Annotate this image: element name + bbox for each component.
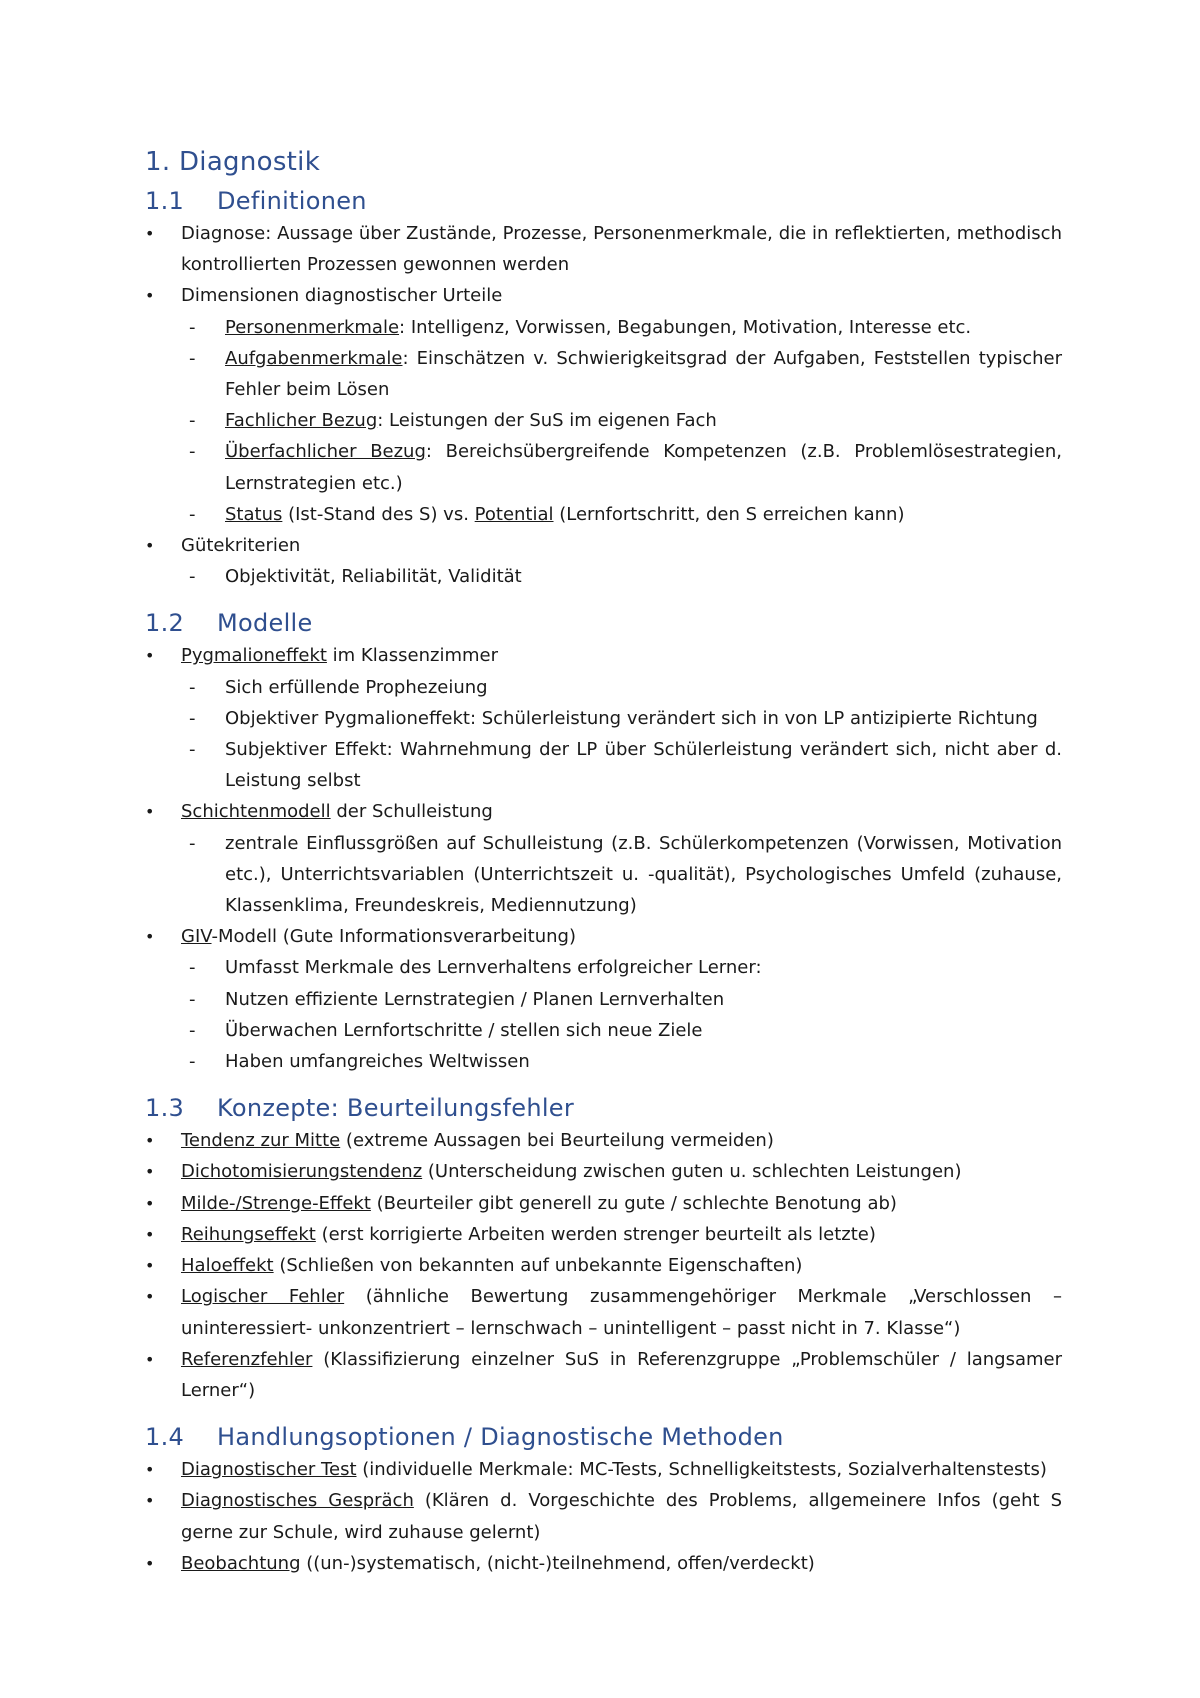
- sub-item: [181, 1015, 1062, 1046]
- term: Aufgabenmerkmale: [225, 347, 403, 369]
- item-text: : Bereichsübergreifende Kompetenzen (z.B. Problemlösestrategien, Lernstrategien etc.): [225, 441, 1062, 494]
- list-item: [145, 1454, 1062, 1485]
- item-text: Objektivität, Reliabilität, Validität: [225, 566, 522, 588]
- term: Schichtenmodell: [181, 801, 331, 823]
- term: Diagnostischer Test: [181, 1459, 357, 1481]
- dash-icon: -: [189, 1051, 196, 1073]
- section-number: 1.3: [145, 1094, 185, 1123]
- bullet-list: [145, 1454, 1062, 1579]
- section-title: Modelle: [217, 609, 313, 638]
- list-item: [145, 1125, 1062, 1156]
- section-modelle: [145, 606, 1062, 1077]
- bullet-icon: •: [145, 1224, 155, 1244]
- item-text: (erst korrigierte Arbeiten werden strenger beurteilt als letzte): [315, 1223, 876, 1245]
- dash-icon: -: [189, 566, 196, 588]
- term: Logischer Fehler: [181, 1286, 345, 1308]
- term: Personenmerkmale: [225, 316, 400, 338]
- bullet-icon: •: [145, 927, 155, 947]
- section-handlungsoptionen: [145, 1420, 1062, 1579]
- item-text: ((un-)systematisch, (nicht-)teilnehmend, offen/verdeckt): [300, 1552, 815, 1574]
- term: Pygmalioneffekt: [181, 645, 327, 667]
- bullet-icon: •: [145, 1162, 155, 1182]
- dash-icon: -: [189, 347, 196, 369]
- sub-item: [181, 343, 1062, 405]
- term: Überfachlicher Bezug: [225, 441, 426, 463]
- sub-item: [181, 1046, 1062, 1077]
- bullet-list: [145, 640, 1062, 1077]
- item-text: (Beurteiler gibt generell zu gute / schlechte Benotung ab): [370, 1192, 897, 1214]
- term: Dichotomisierungstendenz: [181, 1161, 423, 1183]
- term: Referenzfehler: [181, 1348, 313, 1370]
- list-item: [145, 280, 1062, 530]
- bullet-icon: •: [145, 286, 155, 306]
- item-text: Überwachen Lernfortschritte / stellen sich neue Ziele: [225, 1019, 703, 1041]
- item-text: (Unterscheidung zwischen guten u. schlechten Leistungen): [422, 1161, 962, 1183]
- list-item: [145, 1188, 1062, 1219]
- item-text: : Einschätzen v. Schwierigkeitsgrad der Aufgaben, Feststellen typischer Fehler beim Lösen: [225, 347, 1062, 401]
- list-item: [145, 1156, 1062, 1187]
- dash-icon: -: [189, 503, 196, 525]
- term: GIV: [181, 926, 212, 948]
- section-definitionen: [145, 184, 1062, 592]
- item-text: Nutzen effiziente Lernstrategien / Planen Lernverhalten: [225, 988, 725, 1010]
- item-text: (extreme Aussagen bei Beurteilung vermeiden): [340, 1130, 774, 1152]
- dash-icon: -: [189, 1019, 196, 1041]
- item-text: (individuelle Merkmale: MC-Tests, Schnelligkeitstests, Sozialverhaltenstests): [356, 1459, 1047, 1481]
- dash-icon: -: [189, 707, 196, 729]
- list-item: [145, 1250, 1062, 1281]
- sub-list: [181, 828, 1062, 922]
- section-number: 1.4: [145, 1423, 185, 1452]
- term: Haloeffekt: [181, 1255, 274, 1277]
- term: Fachlicher Bezug: [225, 410, 378, 432]
- bullet-icon: •: [145, 646, 155, 666]
- section-title: Definitionen: [217, 187, 367, 215]
- term: Potential: [474, 503, 554, 525]
- section-title: Konzepte: Beurteilungsfehler: [217, 1094, 575, 1123]
- item-text: (Ist-Stand des S) vs.: [282, 503, 475, 525]
- section-heading: [145, 184, 1062, 218]
- list-item: [145, 1281, 1062, 1343]
- item-text: Subjektiver Effekt: Wahrnehmung der LP über Schülerleistung verändert sich, nicht aber d. Leistung selbst: [225, 739, 1062, 792]
- bullet-icon: •: [145, 802, 155, 822]
- bullet-icon: •: [145, 1349, 155, 1369]
- sub-list: [181, 672, 1062, 797]
- item-text: der Schulleistung: [330, 801, 493, 823]
- bullet-icon: •: [145, 1193, 155, 1213]
- bullet-icon: •: [145, 1491, 155, 1511]
- item-text: (Klären d. Vorgeschichte des Problems, allgemeinere Infos (geht S gerne zur Schule, wird zuhause gelernt): [181, 1490, 1062, 1543]
- dash-icon: -: [189, 441, 196, 463]
- dash-icon: -: [189, 739, 196, 761]
- bullet-icon: •: [145, 224, 155, 243]
- item-text: Objektiver Pygmalioneffekt: Schülerleistung verändert sich in von LP antizipierte Richtung: [225, 707, 1038, 729]
- term: Diagnostisches Gespräch: [181, 1490, 414, 1512]
- item-text: -Modell (Gute Informationsverarbeitung): [211, 926, 576, 948]
- item-text: zentrale Einflussgrößen auf Schulleistung (z.B. Schülerkompetenzen (Vorwissen, Motivation etc.), Unterrichtsvariablen (Unterrichtszeit u. -qualität), Psychologisches Umfeld (zuhause, Klassenklima, Freundeskreis, Mediennutzung): [225, 832, 1062, 917]
- term: Tendenz zur Mitte: [181, 1130, 341, 1152]
- item-text: im Klassenzimmer: [326, 645, 498, 667]
- bullet-list: [145, 218, 1062, 592]
- bullet-list: [145, 1125, 1062, 1406]
- item-text: Haben umfangreiches Weltwissen: [225, 1051, 530, 1073]
- sub-item: [181, 734, 1062, 796]
- sub-item: [181, 952, 1062, 983]
- sub-item: [181, 499, 1062, 530]
- term: Status: [225, 503, 283, 525]
- list-item: [145, 1548, 1062, 1579]
- bullet-icon: •: [145, 1256, 155, 1276]
- list-item: [145, 530, 1062, 592]
- sub-item: [181, 405, 1062, 436]
- item-text: (Klassifizierung einzelner SuS in Referenzgruppe „Problemschüler / langsamer Lerner“): [181, 1348, 1062, 1401]
- item-text: Dimensionen diagnostischer Urteile: [181, 285, 503, 307]
- bullet-icon: •: [145, 1131, 155, 1151]
- sub-list: [181, 561, 1062, 592]
- item-text: : Intelligenz, Vorwissen, Begabungen, Motivation, Interesse etc.: [399, 316, 972, 338]
- section-heading: [145, 1420, 1062, 1454]
- item-text: (Lernfortschritt, den S erreichen kann): [553, 503, 905, 525]
- term: Reihungseffekt: [181, 1223, 316, 1245]
- term: Milde-/Strenge-Effekt: [181, 1192, 371, 1214]
- term: Beobachtung: [181, 1552, 301, 1574]
- dash-icon: -: [189, 410, 196, 432]
- bullet-icon: •: [145, 1460, 155, 1480]
- section-number: 1.2: [145, 609, 185, 638]
- item-text: Umfasst Merkmale des Lernverhaltens erfolgreicher Lerner:: [225, 957, 762, 979]
- page-title: 1. Diagnostik: [145, 147, 321, 177]
- section-heading: [145, 1091, 1062, 1125]
- section-number: 1.1: [145, 187, 185, 215]
- item-text: (ähnliche Bewertung zusammengehöriger Merkmale „Verschlossen – uninteressiert- unkonzentriert – lernschwach – unintelligent – passt nicht in 7. Klasse“): [181, 1286, 1062, 1339]
- dash-icon: -: [189, 316, 196, 338]
- sub-item: [181, 561, 1062, 592]
- item-text: Gütekriterien: [181, 535, 301, 557]
- sub-item: [181, 672, 1062, 703]
- list-item: [145, 1219, 1062, 1250]
- section-heading: [145, 606, 1062, 640]
- sub-item: [181, 703, 1062, 734]
- sub-item: [181, 828, 1062, 922]
- bullet-icon: •: [145, 1553, 155, 1573]
- section-title: Handlungsoptionen / Diagnostische Methoden: [217, 1423, 784, 1452]
- section-beurteilungsfehler: [145, 1091, 1062, 1406]
- list-item: [145, 640, 1062, 796]
- bullet-icon: •: [145, 1287, 155, 1307]
- list-item: [145, 1485, 1062, 1547]
- dash-icon: -: [189, 988, 196, 1010]
- dash-icon: -: [189, 676, 196, 698]
- item-text: (Schließen von bekannten auf unbekannte Eigenschaften): [273, 1255, 803, 1277]
- list-item: [145, 796, 1062, 921]
- sub-list: [181, 952, 1062, 1077]
- list-item: [145, 218, 1062, 280]
- item-text: Diagnose: Aussage über Zustände, Prozesse, Personenmerkmale, die in reflektierten, methodisch kontrollierten Prozessen gewonnen werden: [181, 223, 1062, 276]
- item-text: : Leistungen der SuS im eigenen Fach: [377, 410, 717, 432]
- sub-list: [181, 312, 1062, 530]
- dash-icon: -: [189, 957, 196, 979]
- sub-item: [181, 436, 1062, 498]
- item-text: Sich erfüllende Prophezeiung: [225, 676, 488, 698]
- dash-icon: -: [189, 832, 196, 854]
- list-item: [145, 1344, 1062, 1406]
- sub-item: [181, 984, 1062, 1015]
- sub-item: [181, 312, 1062, 343]
- list-item: [145, 921, 1062, 1077]
- bullet-icon: •: [145, 536, 155, 556]
